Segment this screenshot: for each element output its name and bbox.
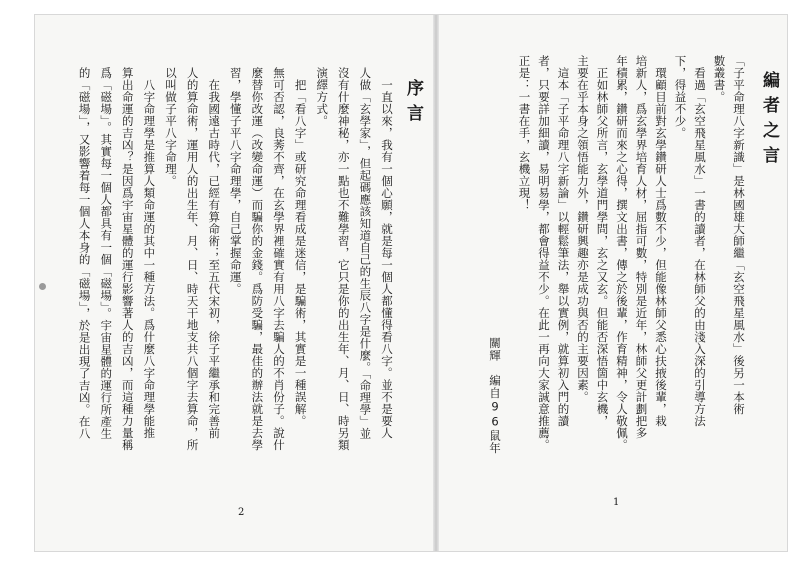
text-column: 算出命運的吉凶？是因爲宇宙星體的運行影響著人的吉凶，而這種力量稱 [120,67,135,451]
left-page [35,15,433,551]
text-column: 習，學懂子平八字命理學，自己掌握命運。 [228,67,243,295]
text-column: 者，只要詳加細讀，易明易學，都會得益不少。在此一再向大家誠意推薦。 [537,55,551,451]
right-page [439,15,787,551]
text-column: 看過「玄空飛星風水」一書的讀者，在林師父的由淺入深的引導方法 [693,55,707,427]
editor-signature: 關輝 編自96鼠年 [488,337,502,455]
left-page-number: 2 [238,507,245,518]
right-page-number: 1 [613,497,620,508]
text-column: 的「磁場」，又影響着每一個人本身的「磁場」，於是出現了吉凶。在八 [77,67,92,440]
text-column: 沒有什麼神秘，亦一點也不難學習，它只是你的出生年、月、日、時另類 [336,67,351,451]
text-column: 這本「子平命理八字新論」以輕鬆筆法，舉以實例，就算初入門的讀 [556,55,571,427]
text-column: 正是：一書在手，玄機立現！ [517,55,532,211]
text-column: 無可否認，良莠不齊，在玄學界裡確實有用八字去騙人的不肖份子。說什 [272,67,286,451]
text-column: 培新人，爲玄學界培育人材，屈指可數，特別是近年，林師父更計劃把多 [634,55,649,439]
text-column: 人的算命術，運用人的出生年、月、日、時天干地支共八個字去算命，所 [185,67,200,451]
punch-hole-mark [39,283,46,290]
text-column: 正如林師父所言，玄學道門學問，玄之又玄。但能否深悟箇中玄機， [595,55,610,427]
text-column: 以叫做子平八字命理。 [164,67,178,187]
text-column: 爲「磁場」。其實每一個人都具有一個「磁場」。宇宙星體的運行所產生 [99,67,114,440]
text-column: 八字命理學是推算人類命運的其中一種方法。爲什麼八字命理學能推 [142,67,157,439]
text-column: 人做「玄學家」，但起碼應該知道自己的生辰八字是什麼。「命理學」並 [358,67,373,440]
text-column: 主要在乎本身之領悟能力外，鑽研興趣亦是成功與否的主要因素。 [576,55,590,403]
text-column: 年積累，鑽研而來之心得，撰文出書，傳之於後輩，作育精神，令人敬佩。 [615,55,629,451]
text-column: 下，得益不少。 [673,55,688,139]
text-column: 把「看八字」或研究命理看成是迷信，是騙術，其實是一種誤解。 [293,67,308,427]
book-spread [34,14,788,552]
text-column: 數叢書。 [712,55,727,103]
text-column: 一直以來，我有一個心願，就是每一個人都懂得看八字。並不是要人 [380,67,394,439]
text-column: 麼替你改運（改變命運）而騙你的金錢。爲防受騙，最佳的辦法就是去學 [250,67,265,451]
text-column: 演繹方式。 [315,67,330,127]
preface-title: 序言 [403,79,423,129]
text-column: 在我國遠古時代，已經有算命術；至五代宋初，徐子平繼承和完善前 [207,67,222,439]
editor-note-title: 編者之言 [759,71,779,171]
text-column: 「子平命理八字新識」是林國雄大師繼「玄空飛星風水」後另一本術 [732,55,746,415]
text-column: 環顧目前對玄學鑽研人士爲數不少，但能像林師父悉心扶掖後輩，栽 [654,55,668,427]
